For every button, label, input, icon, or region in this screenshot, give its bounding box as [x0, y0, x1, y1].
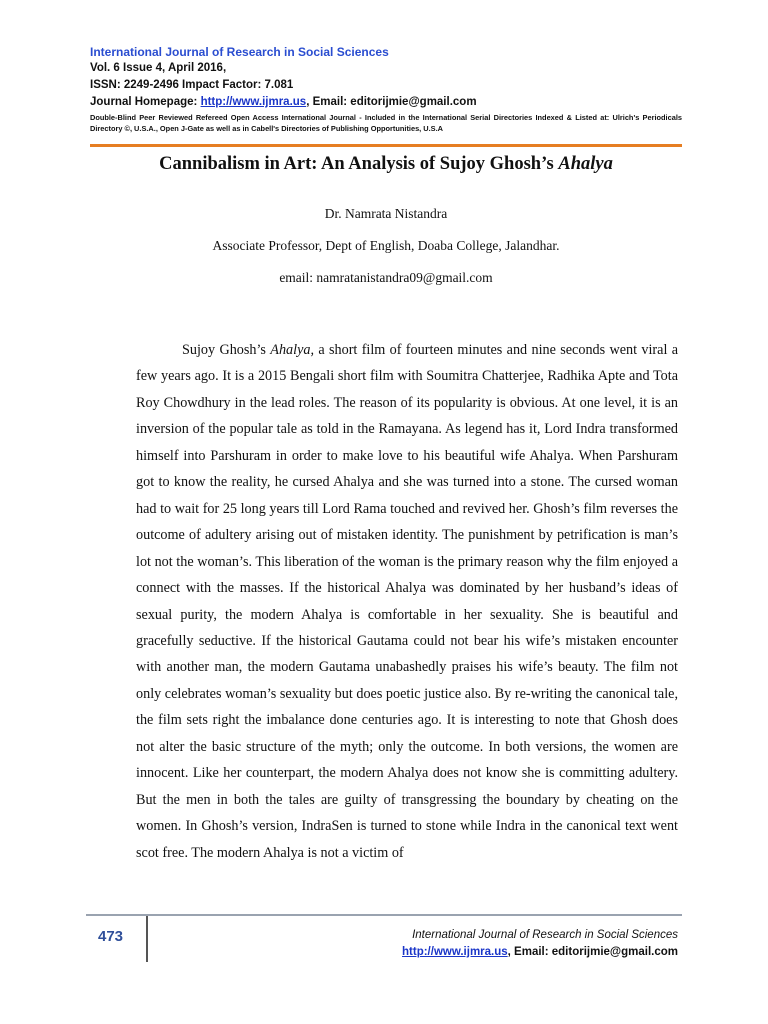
- footer-journal-name: International Journal of Research in Social Sciences: [412, 929, 678, 941]
- title-film-name: Ahalya: [558, 154, 613, 174]
- page-number: 473: [98, 928, 124, 945]
- author-block: [90, 204, 682, 300]
- body-paragraph: [136, 337, 678, 866]
- issn-impact: ISSN: 2249-2496 Impact Factor: 7.081: [90, 79, 294, 91]
- author-affiliation: Associate Professor, Dept of English, Doaba College, Jalandhar.: [212, 238, 560, 253]
- homepage-link[interactable]: http://www.ijmra.us: [200, 96, 307, 108]
- article-title: [90, 154, 682, 175]
- header-divider: [90, 144, 682, 147]
- footer-vertical-divider: [146, 916, 148, 962]
- paragraph-text: a short film of fourteen minutes and nine seconds went viral a few years ago. It is a 2015 Bengali short film with Soumitra Chatterjee, Radhika Apte and Tota Roy Chowdhury in the lead roles. The reason of its popularity is obvious. At one level, it is an inversion of the popular tale as told in the Ramayana. As legend has it, Lord Indra transformed himself into Parshuram in order to make love to his beautiful wife Ahalya. When Parshuram got to know the reality, he cursed Ahalya and she was turned into a stone. The cursed woman had to wait for 25 long years till Lord Rama touched and revived her. Ghosh’s film reverses the outcome of adultery arising out of mistaken identity. The punishment by petrification is man’s lot not the woman’s. This liberation of the woman is the primary reason why the film enjoyed a connect with the masses. If the historical Ahalya was dominated by her husband’s ideas of sexual purity, the modern Ahalya is comfortable in her sexuality. She is beautiful and gracefully seductive. If the historical Gautama could not bear his wife’s mistaken encounter with another man, the modern Gautama unabashedly praises his wife’s beauty. The film not only celebrates woman’s sexuality but does poetic justice also. By re-writing the canonical tale, the film sets right the imbalance done centuries ago. It is interesting to note that Ghosh does not alter the basic structure of the myth; only the outcome. In both versions, the women are innocent. Like her counterpart, the modern Ahalya does not know she is committing adultery. But the men in both the tales are guilty of transgressing the boundary by cheating on the women. In Ghosh’s version, IndraSen is turned to stone while Indra in the canonical text went scot free. The modern Ahalya is not a victim of: [136, 342, 679, 861]
- journal-homepage: [90, 94, 682, 111]
- title-main: Cannibalism in Art: An Analysis of Sujoy Ghosh’s: [159, 154, 559, 174]
- journal-header: [90, 44, 682, 134]
- homepage-label: Journal Homepage:: [90, 96, 201, 108]
- header-email: , Email: editorijmie@gmail.com: [306, 96, 477, 108]
- footer-url-link[interactable]: http://www.ijmra.us: [402, 946, 508, 958]
- author-name: Dr. Namrata Nistandra: [324, 206, 448, 221]
- footer-email: , Email: editorijmie@gmail.com: [507, 946, 678, 958]
- paragraph-film-name: Ahalya,: [270, 342, 315, 358]
- article-body: [136, 337, 678, 866]
- footer-divider: [86, 914, 682, 916]
- volume-issue: Vol. 6 Issue 4, April 2016,: [90, 62, 227, 74]
- paragraph-lead: Sujoy Ghosh’s: [182, 342, 271, 358]
- footer-links: [402, 944, 678, 961]
- page-footer: [402, 927, 678, 961]
- journal-name: International Journal of Research in Social Sciences: [90, 45, 389, 59]
- author-email: email: namratanistandra09@gmail.com: [279, 270, 493, 285]
- indexing-note: Double-Blind Peer Reviewed Refereed Open Access International Journal - Included in the International Serial Directories Indexed & Listed at: Ulrich's Periodicals Directory ©, U.S.A., Open J-Gate as well as in Cabell's Directories of Publishing Opportunities, U.S.A: [90, 113, 682, 133]
